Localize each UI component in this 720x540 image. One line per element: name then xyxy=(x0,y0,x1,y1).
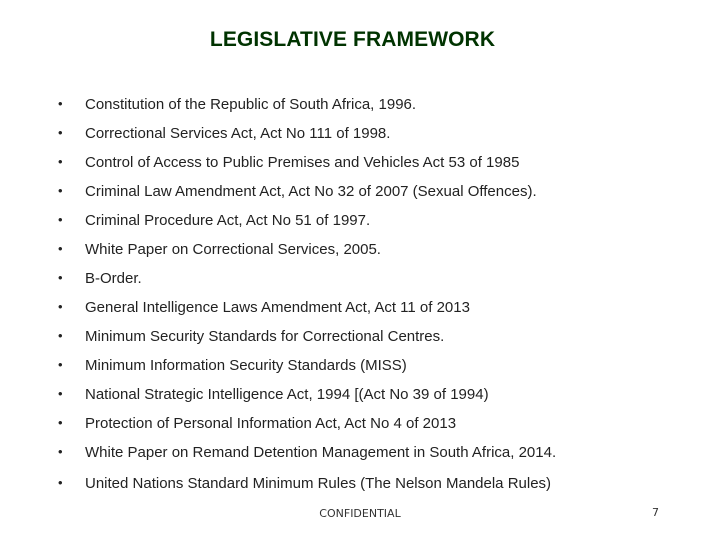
list-item-text: White Paper on Remand Detention Management in South Africa, 2014. xyxy=(85,444,557,461)
list-item-text: United Nations Standard Minimum Rules (The Nelson Mandela Rules) xyxy=(85,475,552,492)
bullet-icon: • xyxy=(58,444,63,459)
bullet-icon: • xyxy=(58,415,63,430)
list-item-text: B-Order. xyxy=(85,270,142,287)
list-item xyxy=(0,212,700,234)
list-item xyxy=(0,154,700,176)
slide-title: LEGISLATIVE FRAMEWORK xyxy=(209,28,496,51)
list-item-text: Minimum Security Standards for Correctional Centres. xyxy=(85,328,445,345)
list-item-text: Protection of Personal Information Act, Act No 4 of 2013 xyxy=(85,415,457,432)
list-item xyxy=(0,96,700,118)
list-item-text: Control of Access to Public Premises and Vehicles Act 53 of 1985 xyxy=(85,154,520,171)
bullet-icon: • xyxy=(58,357,63,372)
bullet-icon: • xyxy=(58,299,63,314)
bullet-icon: • xyxy=(58,241,63,256)
list-item xyxy=(0,357,700,379)
bullet-icon: • xyxy=(58,328,63,343)
list-item xyxy=(0,475,700,497)
list-item xyxy=(0,328,700,350)
list-item xyxy=(0,415,700,437)
page-number: 7 xyxy=(652,506,659,519)
list-item xyxy=(0,386,700,408)
bullet-icon: • xyxy=(58,96,63,111)
list-item xyxy=(0,444,700,466)
list-item-text: Minimum Information Security Standards (MISS) xyxy=(85,357,407,374)
bullet-icon: • xyxy=(58,212,63,227)
list-item-text: White Paper on Correctional Services, 2005. xyxy=(85,241,381,258)
bullet-icon: • xyxy=(58,125,63,140)
list-item-text: Criminal Law Amendment Act, Act No 32 of 2007 (Sexual Offences). xyxy=(85,183,537,200)
list-item-text: National Strategic Intelligence Act, 1994 [(Act No 39 of 1994) xyxy=(85,386,489,403)
list-item xyxy=(0,183,700,205)
list-item-text: Correctional Services Act, Act No 111 of 1998. xyxy=(85,125,391,142)
list-item xyxy=(0,270,700,292)
bullet-icon: • xyxy=(58,183,63,198)
list-item xyxy=(0,299,700,321)
confidential-footer: CONFIDENTIAL xyxy=(319,507,401,520)
bullet-icon: • xyxy=(58,154,63,169)
list-item xyxy=(0,241,700,263)
list-item xyxy=(0,125,700,147)
list-item-text: Criminal Procedure Act, Act No 51 of 1997. xyxy=(85,212,371,229)
bullet-icon: • xyxy=(58,386,63,401)
bullet-icon: • xyxy=(58,270,63,285)
list-item-text: Constitution of the Republic of South Africa, 1996. xyxy=(85,96,417,113)
list-item-text: General Intelligence Laws Amendment Act, Act 11 of 2013 xyxy=(85,299,470,316)
bullet-icon: • xyxy=(58,475,63,490)
